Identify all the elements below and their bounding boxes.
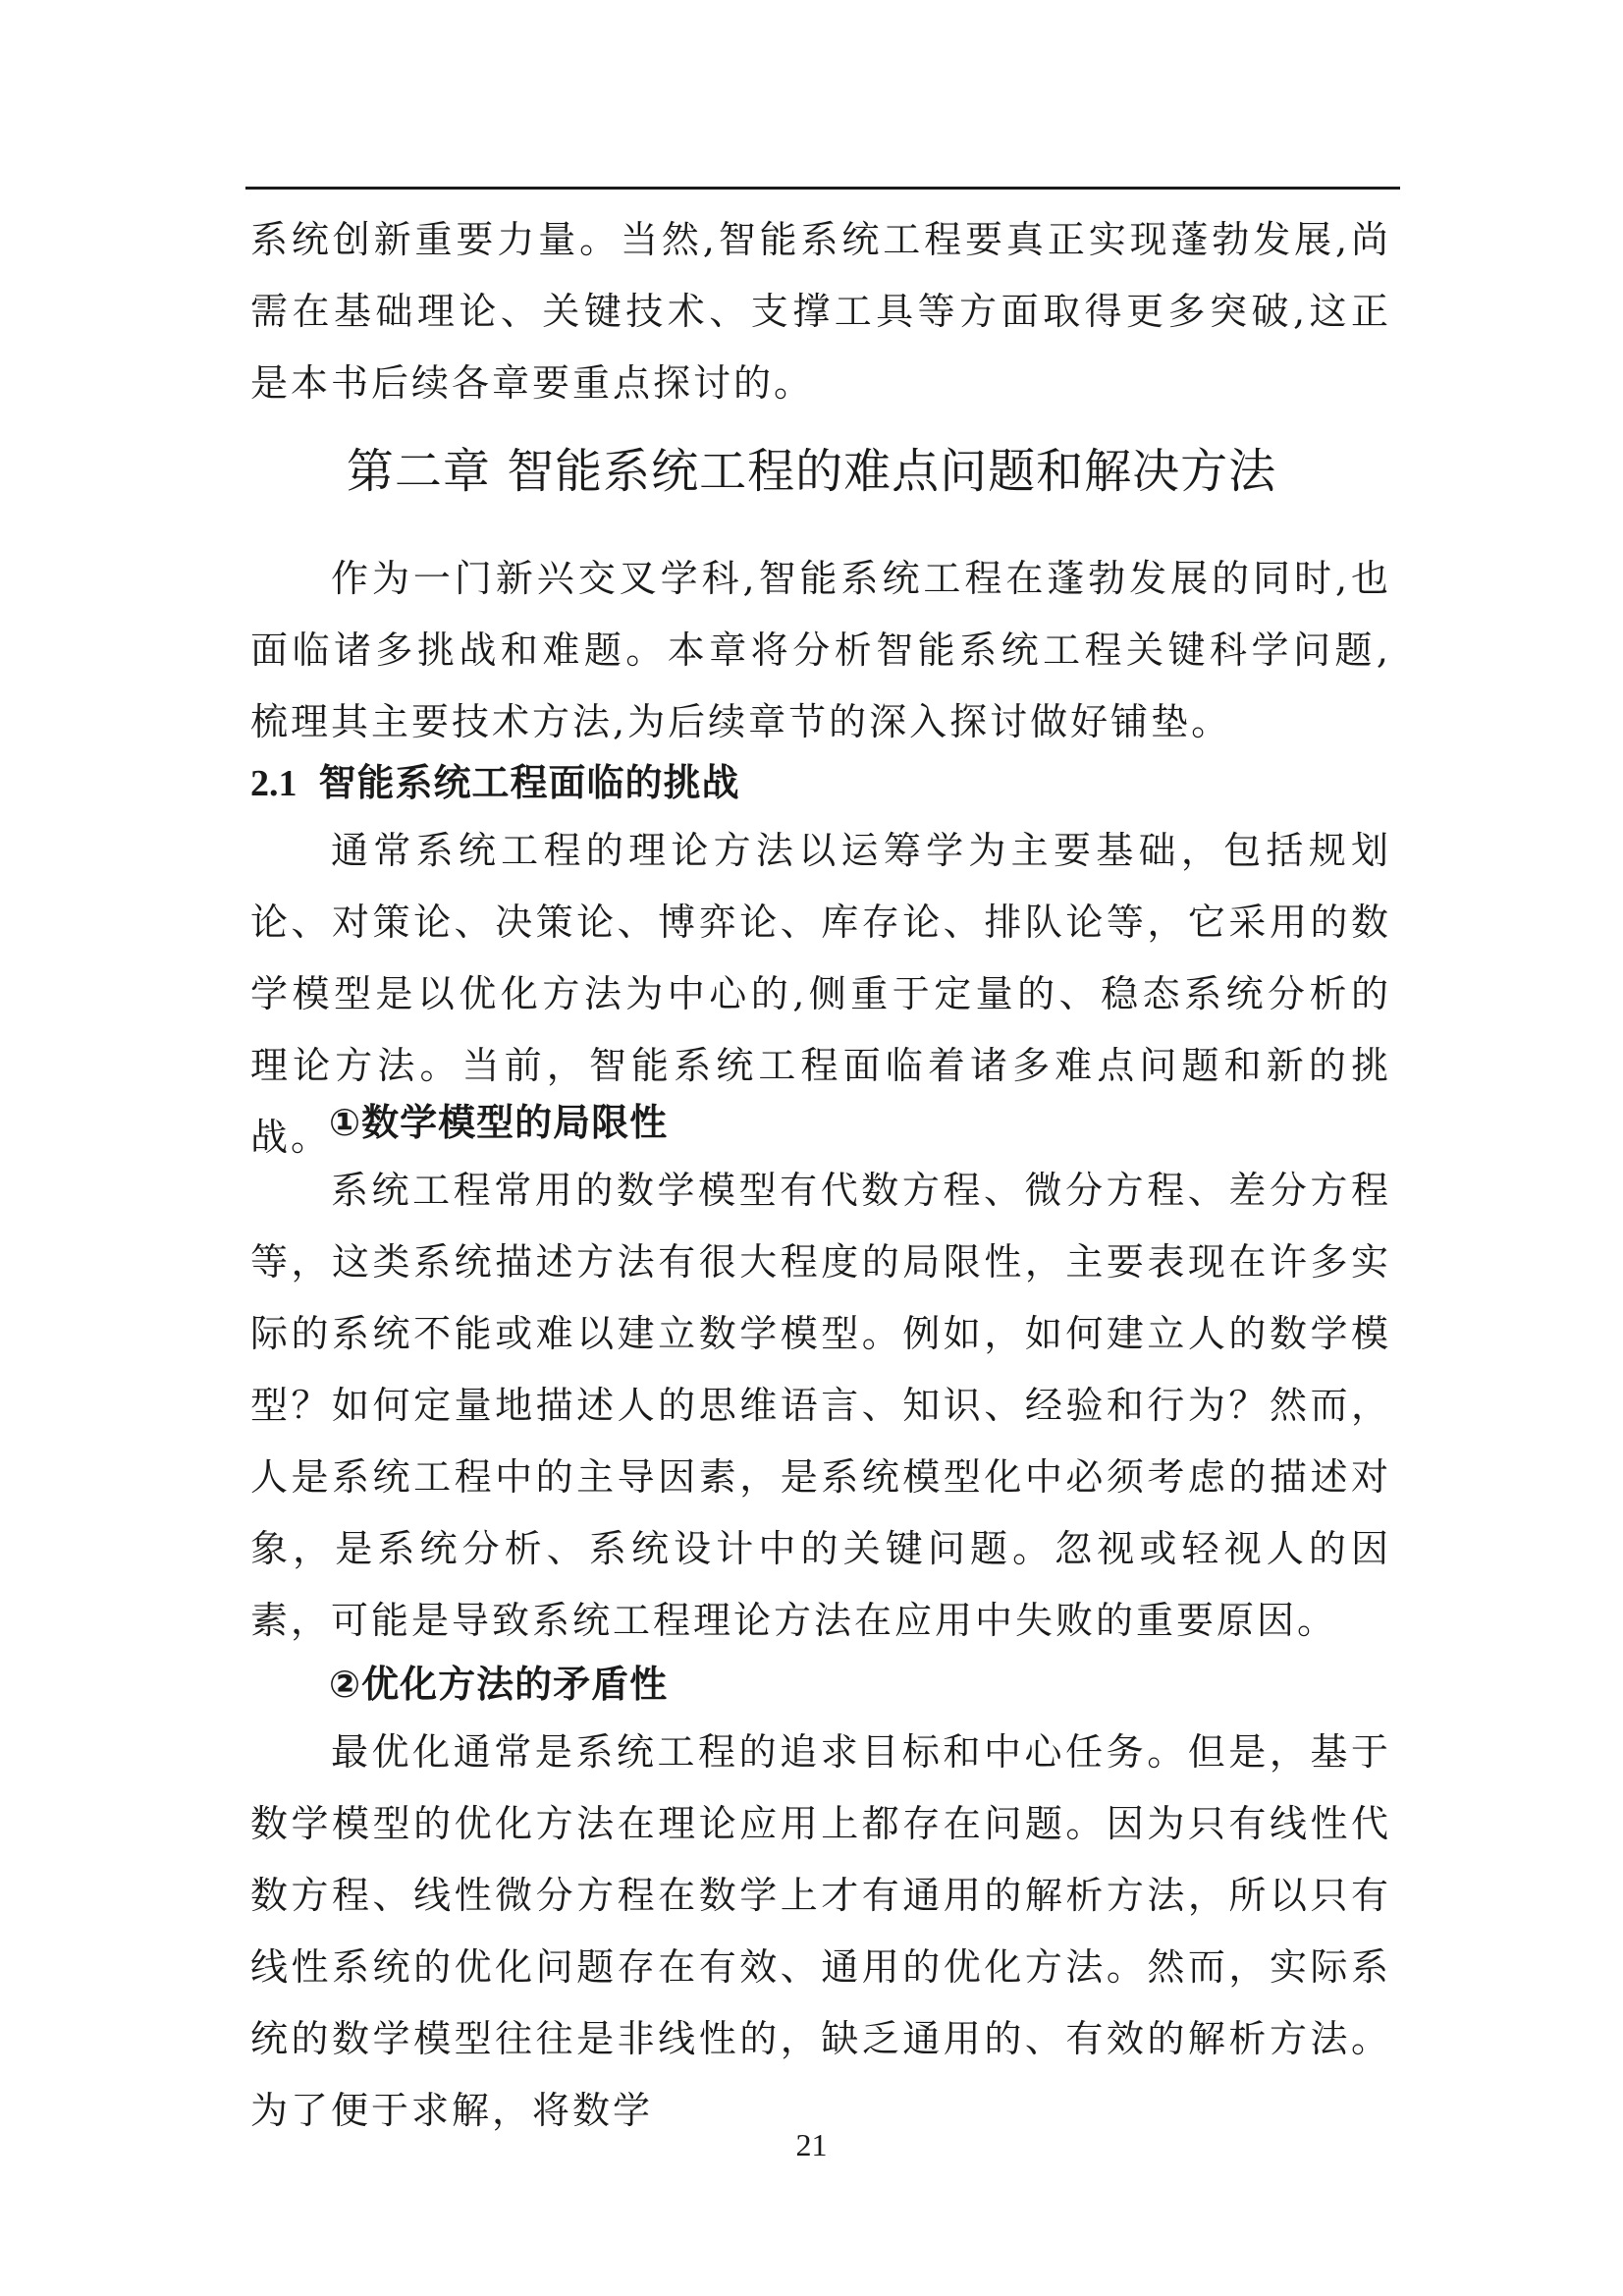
intro-paragraph: 系统创新重要力量。当然,智能系统工程要真正实现蓬勃发展,尚需在基础理论、关键技术、支撑工具等方面取得更多突破,这正是本书后续各章要重点探讨的。 <box>250 218 1391 405</box>
section-heading <box>250 748 740 818</box>
section-number: 2.1 <box>250 763 298 804</box>
chapter-intro-paragraph: 作为一门新兴交叉学科,智能系统工程在蓬勃发展的同时,也面临诸多挑战和难题。本章将分析智能系统工程关键科学问题,梳理其主要技术方法,为后续章节的深入探讨做好铺垫。 <box>250 557 1391 743</box>
page-number: 21 <box>795 2127 828 2162</box>
header-rule <box>245 187 1400 190</box>
section-title: 智能系统工程面临的挑战 <box>318 761 740 804</box>
chapter-title: 第二章 智能系统工程的难点问题和解决方法 <box>346 444 1277 499</box>
subsection-body-1: 系统工程常用的数学模型有代数方程、微分方程、差分方程等，这类系统描述方法有很大程度的局限性，主要表现在许多实际的系统不能或难以建立数学模型。例如，如何建立人的数学模型？如何定量地描述人的思维语言、知识、经验和行为？然而，人是系统工程中的主导因素，是系统模型化中必须考虑的描述对象，是系统分析、系统设计中的关键问题。忽视或轻视人的因素，可能是导致系统工程理论方法在应用中失败的重要原因。 <box>250 1169 1391 1642</box>
subsection-title-1: ①数学模型的局限性 <box>329 1101 669 1144</box>
section-intro-paragraph: 通常系统工程的理论方法以运筹学为主要基础，包括规划论、对策论、决策论、博弈论、库存论、排队论等，它采用的数学模型是以优化方法为中心的,侧重于定量的、稳态系统分析的理论方法。当前，智能系统工程面临着诸多难点问题和新的挑战。 <box>250 829 1391 1159</box>
subsection-body-2: 最优化通常是系统工程的追求目标和中心任务。但是，基于数学模型的优化方法在理论应用上都存在问题。因为只有线性代数方程、线性微分方程在数学上才有通用的解析方法，所以只有线性系统的优化问题存在有效、通用的优化方法。然而，实际系统的数学模型往往是非线性的，缺乏通用的、有效的解析方法。为了便于求解，将数学 <box>250 1730 1391 2132</box>
subsection-title-2: ②优化方法的矛盾性 <box>329 1663 669 1706</box>
